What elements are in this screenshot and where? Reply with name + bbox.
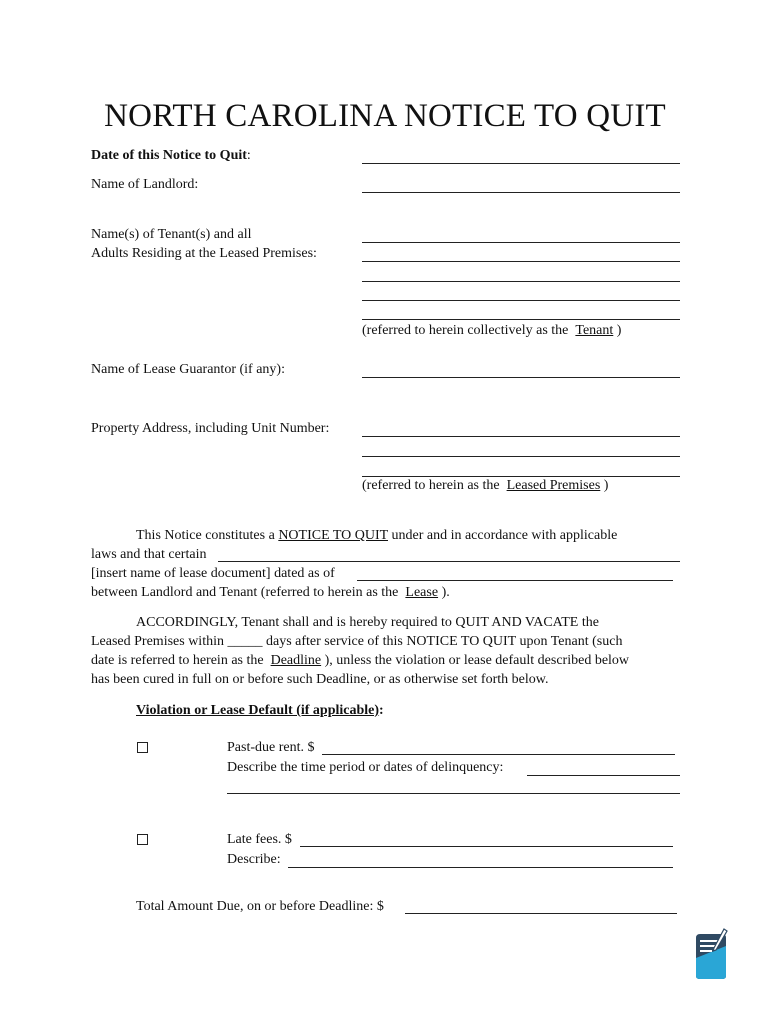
tenant-reference [362, 322, 621, 340]
paragraph-2-line-1: ACCORDINGLY, Tenant shall and is hereby required to QUIT AND VACATE the [136, 615, 599, 630]
p1-text-d: [insert name of lease document] dated as of [91, 566, 335, 581]
paragraph-2-line-3 [91, 652, 629, 670]
lease-date-field[interactable] [357, 580, 673, 581]
p2-text-a: Leased Premises within [91, 634, 228, 649]
date-label-row [91, 147, 251, 165]
late-fees-label: Late fees. $ [227, 832, 292, 847]
guarantor-label: Name of Lease Guarantor (if any): [91, 362, 285, 377]
paragraph-1-line-1 [136, 527, 617, 545]
lease-document-name-field[interactable] [218, 561, 680, 562]
delinquency-label: Describe the time period or dates of delinquency: [227, 760, 504, 775]
p2-text-b: days after service of this NOTICE TO QUIT upon Tenant (such [262, 634, 623, 649]
property-field-2[interactable] [362, 456, 680, 457]
delinquency-field-2[interactable] [227, 793, 680, 794]
guarantor-field[interactable] [362, 377, 680, 378]
property-label: Property Address, including Unit Number: [91, 421, 330, 436]
violation-heading-colon: : [379, 703, 384, 718]
past-due-rent-amount-field[interactable] [322, 754, 675, 755]
lease-term: Lease [405, 585, 439, 600]
p1-text-f: ). [438, 585, 450, 600]
total-amount-label: Total Amount Due, on or before Deadline: $ [136, 899, 384, 914]
tenant-field-2[interactable] [362, 261, 680, 262]
p2-text-d: ), unless the violation or lease default described below [321, 653, 630, 668]
tenant-ref-prefix: (referred to herein collectively as the [362, 323, 576, 338]
violation-heading: Violation or Lease Default (if applicable) [136, 703, 380, 718]
premises-reference [362, 477, 608, 495]
tenant-ref-term: Tenant [575, 323, 614, 338]
premises-ref-term: Leased Premises [506, 478, 601, 493]
tenant-field-1[interactable] [362, 242, 680, 243]
premises-ref-prefix: (referred to herein as the [362, 478, 507, 493]
landlord-field[interactable] [362, 192, 680, 193]
violation-heading-row [136, 702, 384, 720]
paragraph-2-line-4: has been cured in full on or before such Deadline, or as otherwise set forth below. [91, 672, 549, 687]
p2-text-c: date is referred to herein as the [91, 653, 271, 668]
tenant-label-line-1: Name(s) of Tenant(s) and all [91, 227, 252, 242]
document-title: NORTH CAROLINA NOTICE TO QUIT [104, 98, 666, 134]
paragraph-1-line-4 [91, 584, 450, 602]
past-due-rent-label: Past-due rent. $ [227, 740, 315, 755]
tenant-field-5[interactable] [362, 319, 680, 320]
days-field[interactable]: _____ [227, 634, 263, 649]
p1-text-a: This Notice constitutes a [136, 528, 279, 543]
premises-ref-suffix: ) [600, 478, 609, 493]
tenant-field-4[interactable] [362, 300, 680, 301]
tenant-field-3[interactable] [362, 281, 680, 282]
property-field-1[interactable] [362, 436, 680, 437]
total-amount-field[interactable] [405, 913, 677, 914]
p1-text-b: under and in accordance with applicable [387, 528, 618, 543]
date-field[interactable] [362, 163, 680, 164]
late-fees-amount-field[interactable] [300, 846, 673, 847]
late-fees-describe-label: Describe: [227, 852, 281, 867]
tenant-ref-suffix: ) [613, 323, 622, 338]
landlord-label: Name of Landlord: [91, 177, 199, 192]
date-colon: : [246, 148, 251, 163]
paragraph-2-line-2 [91, 633, 622, 651]
delinquency-field-1[interactable] [527, 775, 680, 776]
past-due-rent-checkbox[interactable] [137, 742, 148, 753]
p1-text-c: laws and that certain [91, 547, 207, 562]
deadline-term: Deadline [270, 653, 322, 668]
date-label: Date of this Notice to Quit [91, 148, 247, 163]
late-fees-describe-field[interactable] [288, 867, 673, 868]
paragraph-1-line-2 [91, 546, 206, 564]
tenant-label-line-2: Adults Residing at the Leased Premises: [91, 246, 317, 261]
late-fees-checkbox[interactable] [137, 834, 148, 845]
p1-text-e: between Landlord and Tenant (referred to herein as the [91, 585, 406, 600]
notice-to-quit-term: NOTICE TO QUIT [278, 528, 388, 543]
document-logo-icon [694, 928, 728, 980]
paragraph-1-line-3 [91, 565, 335, 583]
